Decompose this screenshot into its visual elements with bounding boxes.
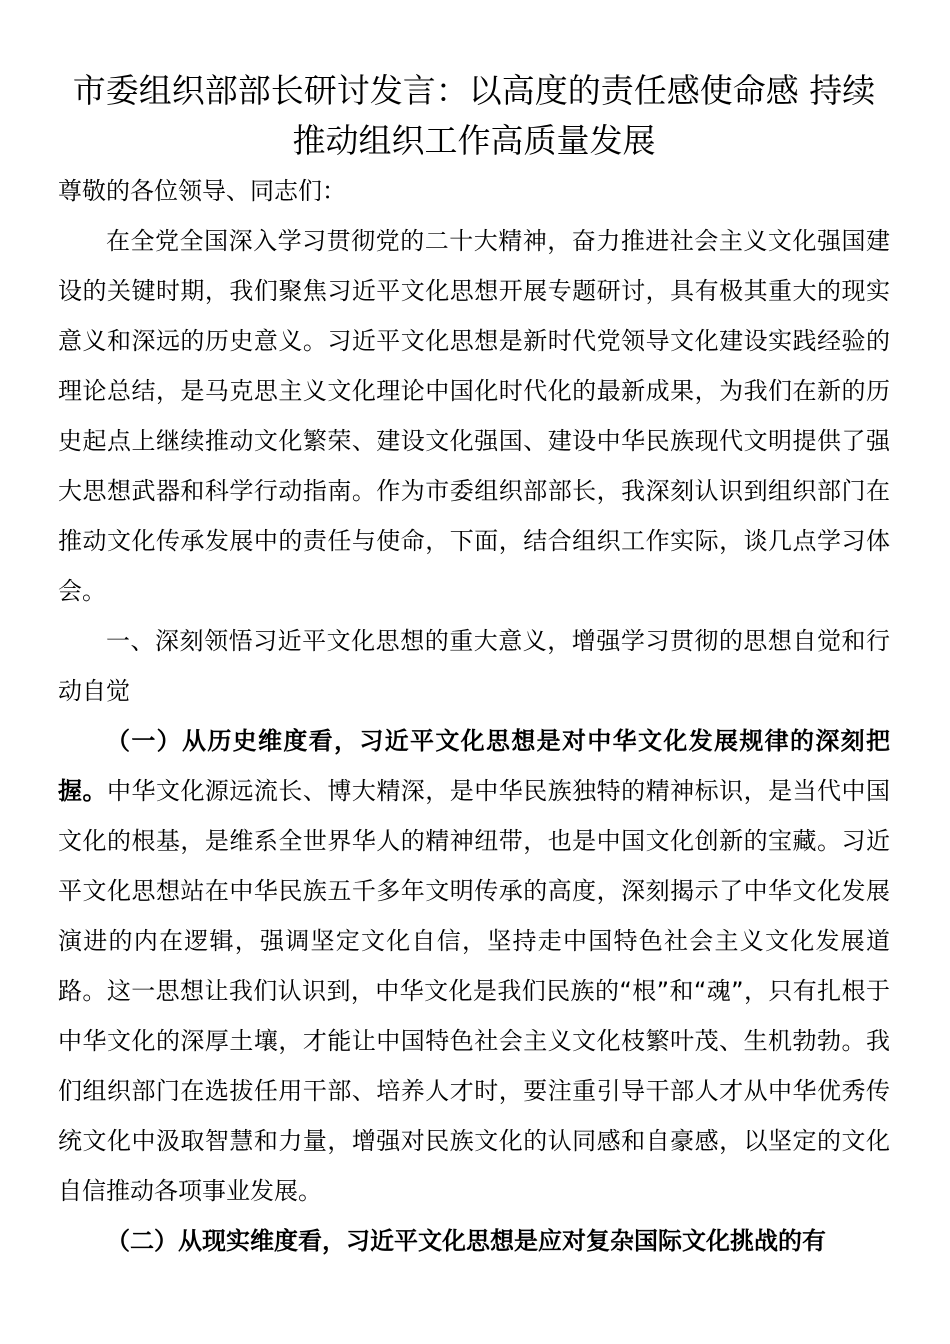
salutation: 尊敬的各位领导、同志们： xyxy=(58,177,346,205)
intro-paragraph: 在全党全国深入学习贯彻党的二十大精神，奋力推进社会主义文化强国建设的关键时期，我们聚焦习近平文化思想开展专题研讨，具有极其重大的现实意义和深远的历史意义。习近平文化思想是新时代党领导文化建设实践经验的理论总结，是马克思主义文化理论中国化时代化的最新成果，为我们在新的历史起点上继续推动文化繁荣、建设文化强国、建设中华民族现代文明提供了强大思想武器和科学行动指南。作为市委组织部部长，我深刻认识到组织部门在推动文化传承发展中的责任与使命，下面，结合组织工作实际，谈几点学习体会。 xyxy=(58,227,890,605)
document-page xyxy=(58,66,890,1266)
subsection-2-lead: （二）从现实维度看，习近平文化思想是应对复杂国际文化挑战的有 xyxy=(106,1227,826,1255)
subsection-2-paragraph xyxy=(58,1216,890,1266)
section-1-heading: 一、深刻领悟习近平文化思想的重大意义，增强学习贯彻的思想自觉和行动自觉 xyxy=(58,627,890,705)
subsection-1-body: 中华文化源远流长、博大精深，是中华民族独特的精神标识，是当代中国文化的根基，是维系全世界华人的精神纽带，也是中国文化创新的宝藏。习近平文化思想站在中华民族五千多年文明传承的高度，深刻揭示了中华文化发展演进的内在逻辑，强调坚定文化自信，坚持走中国特色社会主义文化发展道路。这一思想让我们认识到，中华文化是我们民族的“根”和“魂”，只有扎根于中华文化的深厚土壤，才能让中国特色社会主义文化枝繁叶茂、生机勃勃。我们组织部门在选拔任用干部、培养人才时，要注重引导干部人才从中华优秀传统文化中汲取智慧和力量，增强对民族文化的认同感和自豪感，以坚定的文化自信推动各项事业发展。 xyxy=(58,777,891,1205)
document-title: 市委组织部部长研讨发言：以高度的责任感使命感 持续推动组织工作高质量发展 xyxy=(72,71,876,160)
subsection-1-lead: （一）从历史维度看，习近平文化思想是对中华文化发展规律的深刻把握。 xyxy=(58,727,890,805)
subsection-1-paragraph xyxy=(58,716,890,1216)
